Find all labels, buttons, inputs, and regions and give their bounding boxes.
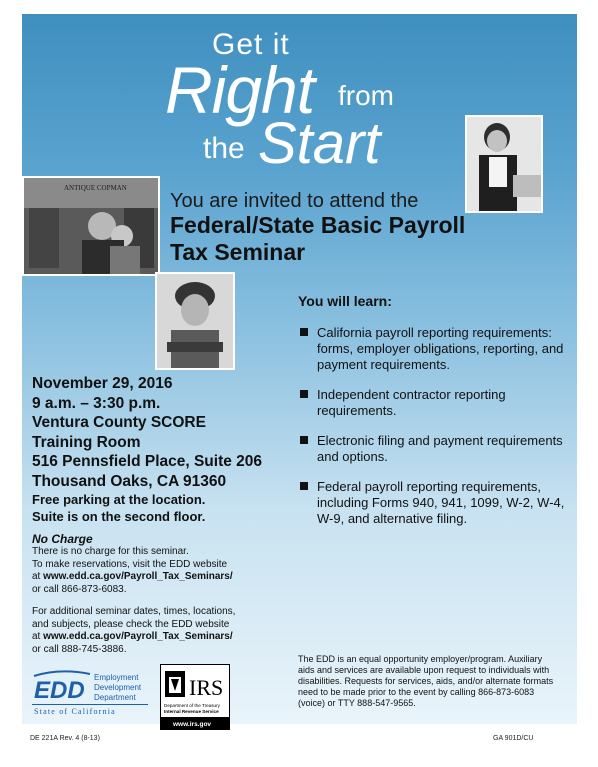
bullet-square-icon bbox=[300, 328, 308, 336]
header-the: the bbox=[203, 132, 245, 165]
event-time: 9 a.m. – 3:30 p.m. bbox=[32, 394, 161, 412]
edd-mark: EDD bbox=[34, 677, 85, 704]
irs-logo bbox=[160, 664, 230, 730]
shop-sign-text: ANTIQUE COPMAN bbox=[64, 184, 127, 192]
learn-heading: You will learn: bbox=[298, 293, 392, 309]
event-venue-line2: Training Room bbox=[32, 433, 141, 451]
irs-url: www.irs.gov bbox=[173, 721, 212, 728]
no-charge-heading: No Charge bbox=[32, 532, 93, 546]
seminar-title-line2: Tax Seminar bbox=[170, 239, 306, 265]
edd-line3: Department bbox=[94, 693, 136, 702]
learn-item-text: Independent contractor reporting requirements. bbox=[317, 387, 506, 418]
no-charge-info bbox=[32, 546, 233, 596]
edd-line4: State of California bbox=[34, 707, 116, 716]
bullet-square-icon bbox=[300, 482, 308, 490]
learn-item-text: Federal payroll reporting requirements, including Forms 940, 941, 1099, W-2, W-4, W-9, and alternative filing. bbox=[317, 479, 565, 526]
additional-line1: For additional seminar dates, times, locations, bbox=[32, 606, 236, 617]
header-right: Right bbox=[165, 53, 315, 127]
event-note-floor: Suite is on the second floor. bbox=[32, 509, 206, 524]
additional-at: at bbox=[32, 631, 44, 642]
equal-opportunity-text: The EDD is an equal opportunity employer/program. Auxiliary aids and services are available upon request to individuals with disabilities. Requests for services, aids, and/or alternate formats need to be made prior to the event by calling 866-873-6083 (voice) or TTY 888-547-9565. bbox=[298, 654, 554, 708]
learn-item bbox=[300, 325, 565, 373]
event-address-line2: Thousand Oaks, CA 91360 bbox=[32, 472, 227, 490]
photo-cashier bbox=[465, 115, 543, 213]
irs-mark: IRS bbox=[189, 675, 224, 700]
publication-code: GA 901D/CU bbox=[493, 735, 534, 742]
learn-item bbox=[300, 479, 565, 527]
header-get-it: Get it bbox=[212, 28, 290, 61]
irs-line2: Internal Revenue Service bbox=[164, 709, 219, 714]
edd-logo bbox=[30, 668, 150, 716]
bullet-square-icon bbox=[300, 436, 308, 444]
learn-item-text: Electronic filing and payment requirements and options. bbox=[317, 433, 563, 464]
edd-seminars-link[interactable]: www.edd.ca.gov/Payroll_Tax_Seminars/ bbox=[43, 571, 233, 582]
event-details bbox=[32, 374, 262, 525]
learn-item bbox=[300, 433, 565, 465]
event-venue-line1: Ventura County SCORE bbox=[32, 414, 206, 431]
header-from: from bbox=[338, 80, 394, 111]
no-charge-line1: There is no charge for this seminar. bbox=[32, 546, 189, 557]
learn-item-text: California payroll reporting requirements: forms, employer obligations, reporting, and payment requirements. bbox=[317, 325, 564, 372]
edd-seminars-link-2[interactable]: www.edd.ca.gov/Payroll_Tax_Seminars/ bbox=[43, 631, 233, 642]
invite-text: You are invited to attend the bbox=[170, 190, 419, 212]
learn-item bbox=[300, 387, 565, 419]
learn-list bbox=[300, 325, 565, 541]
no-charge-at: at bbox=[32, 571, 44, 582]
photo-shop-couple bbox=[22, 176, 160, 276]
edd-line1: Employment bbox=[94, 673, 139, 682]
event-note-parking: Free parking at the location. bbox=[32, 492, 206, 507]
additional-line4: or call 888-745-3886. bbox=[32, 643, 127, 655]
form-number: DE 221A Rev. 4 (8-13) bbox=[30, 735, 100, 742]
edd-line2: Development bbox=[94, 683, 142, 692]
event-address-line1: 516 Pennsfield Place, Suite 206 bbox=[32, 453, 263, 470]
bullet-square-icon bbox=[300, 390, 308, 398]
additional-line2: and subjects, please check the EDD website bbox=[32, 618, 230, 630]
seminar-title bbox=[170, 212, 465, 266]
header-start: Start bbox=[258, 111, 381, 176]
additional-info bbox=[32, 606, 235, 656]
photo-worker-helmet bbox=[155, 272, 235, 370]
irs-line1: Department of the Treasury bbox=[164, 703, 220, 708]
no-charge-line4: or call 866-873-6083. bbox=[32, 583, 127, 595]
seminar-title-line1: Federal/State Basic Payroll bbox=[170, 212, 466, 238]
event-date: November 29, 2016 bbox=[32, 375, 173, 392]
no-charge-line2: To make reservations, visit the EDD website bbox=[32, 558, 228, 570]
